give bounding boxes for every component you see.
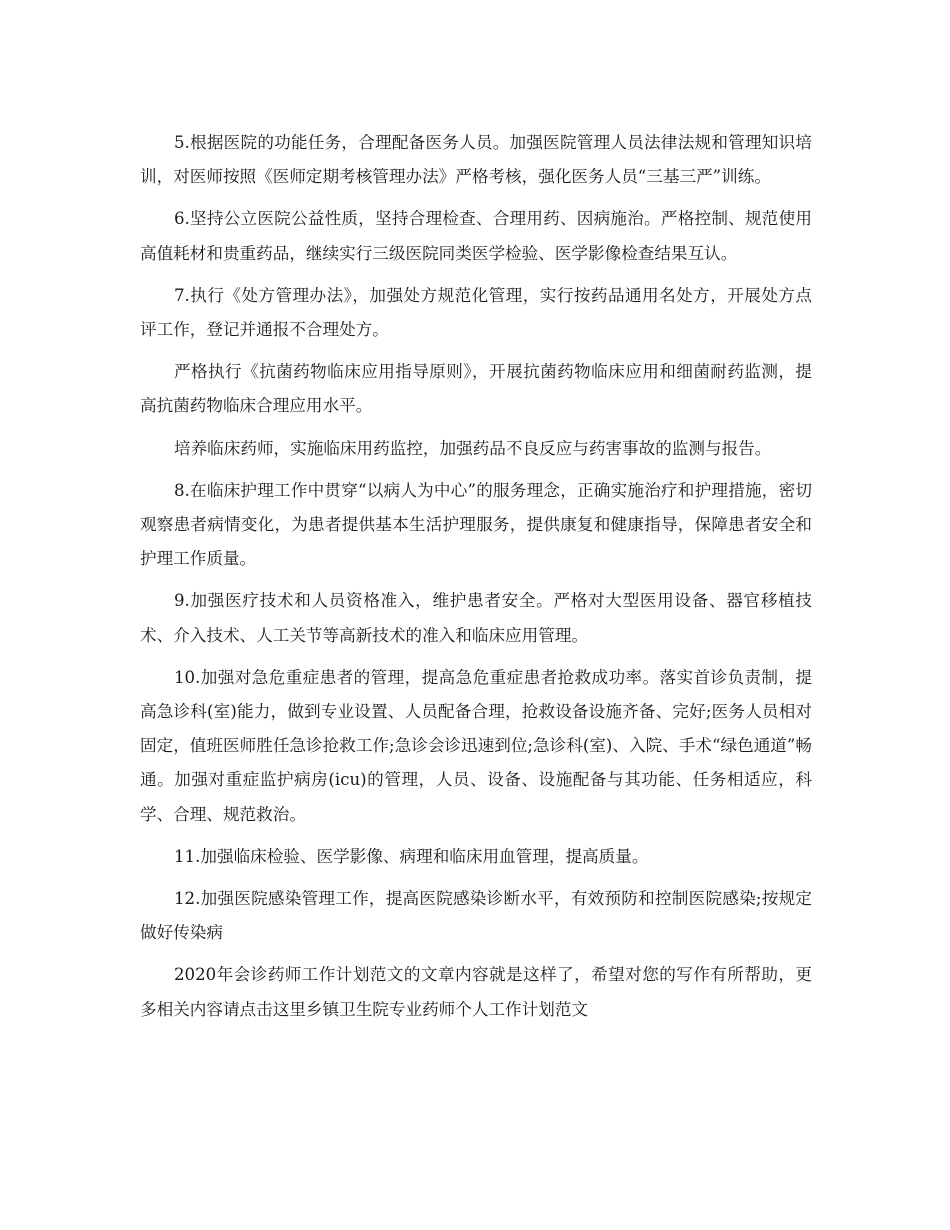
paragraph-item-7: 7.执行《处方管理办法》，加强处方规范化管理，实行按药品通用名处方，开展处方点评工作，登记并通报不合理处方。 — [140, 285, 812, 340]
paragraph-item-8: 8.在临床护理工作中贯穿“以病人为中心”的服务理念，正确实施治疗和护理措施，密切观察患者病情变化，为患者提供基本生活护理服务，提供康复和健康指导，保障患者安全和护理工作质量。 — [140, 480, 812, 569]
paragraph-item-10: 10.加强对急危重症患者的管理，提高急危重症患者抢救成功率。落实首诊负责制，提高急诊科(室)能力，做到专业设置、人员配备合理，抢救设备设施齐备、完好;医务人员相对固定，值班医师胜任急诊抢救工作;急诊会诊迅速到位;急诊科(室)、入院、手术“绿色通道”畅通。加强对重症监护病房(icu)的管理，人员、设备、设施配备与其功能、任务相适应，科学、合理、规范救治。 — [140, 667, 812, 824]
paragraph-item-5: 5.根据医院的功能任务，合理配备医务人员。加强医院管理人员法律法规和管理知识培训，对医师按照《医师定期考核管理办法》严格考核，强化医务人员“三基三严”训练。 — [140, 133, 812, 187]
paragraph-item-11: 11.加强临床检验、医学影像、病理和临床用血管理，提高质量。 — [174, 846, 649, 866]
paragraph-item-12: 12.加强医院感染管理工作，提高医院感染诊断水平，有效预防和控制医院感染;按规定做好传染病 — [140, 889, 812, 943]
paragraph-clinical-pharmacist: 培养临床药师，实施临床用药监控，加强药品不良反应与药害事故的监测与报告。 — [174, 438, 772, 458]
paragraph-closing-note: 2020年会诊药师工作计划范文的文章内容就是这样了，希望对您的写作有所帮助，更多相关内容请点击这里乡镇卫生院专业药师个人工作计划范文 — [140, 965, 812, 1019]
paragraph-item-9: 9.加强医疗技术和人员资格准入，维护患者安全。严格对大型医用设备、器官移植技术、介入技术、人工关节等高新技术的准入和临床应用管理。 — [140, 591, 812, 645]
document-body — [140, 126, 812, 1035]
paragraph-item-6: 6.坚持公立医院公益性质，坚持合理检查、合理用药、因病施治。严格控制、规范使用高值耗材和贵重药品，继续实行三级医院同类医学检验、医学影像检查结果互认。 — [140, 209, 812, 263]
paragraph-antibiotics: 严格执行《抗菌药物临床应用指导原则》，开展抗菌药物临床应用和细菌耐药监测，提高抗菌药物临床合理应用水平。 — [140, 362, 812, 416]
